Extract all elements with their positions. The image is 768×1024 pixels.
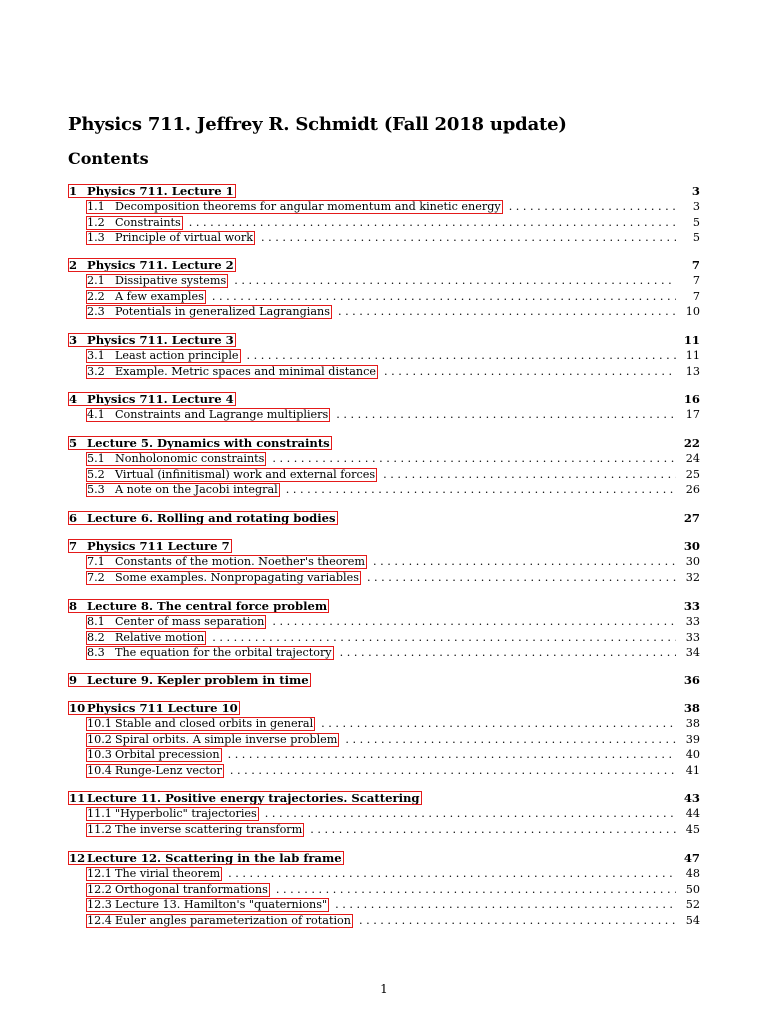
- toc-link[interactable]: [86, 823, 304, 837]
- dot-leader: [265, 806, 676, 822]
- section-title: Lecture 6. Rolling and rotating bodies: [87, 511, 336, 525]
- dot-leader: [310, 822, 676, 838]
- subsection-number: 5.1: [87, 452, 105, 465]
- dot-leader: [228, 866, 676, 882]
- dot-leader: [234, 273, 676, 289]
- page-ref: 34: [685, 646, 700, 659]
- subsection-title: The inverse scattering transform: [115, 822, 303, 836]
- dot-leader: [276, 882, 676, 898]
- toc-link[interactable]: [86, 867, 222, 881]
- page-ref: 30: [683, 539, 700, 553]
- toc-link[interactable]: [86, 646, 334, 660]
- toc-link[interactable]: [86, 733, 339, 747]
- subsection-number: 10.4: [87, 763, 112, 777]
- toc-subsection-8-1: [68, 614, 700, 630]
- subsection-title: Constants of the motion. Noether's theorem: [115, 555, 366, 568]
- toc-subsection-1-3: [68, 230, 700, 246]
- toc-link[interactable]: [86, 200, 503, 214]
- page-ref: 24: [685, 452, 700, 465]
- dot-leader: [359, 913, 676, 929]
- subsection-title: Dissipative systems: [115, 274, 227, 287]
- dot-leader: [212, 630, 676, 646]
- page-ref: 11: [685, 349, 700, 362]
- page-ref: 17: [685, 408, 700, 421]
- page-ref: 38: [685, 717, 700, 730]
- toc-link[interactable]: [68, 392, 236, 406]
- toc-link[interactable]: [86, 555, 367, 569]
- subsection-title: Orthogonal tranformations: [115, 882, 268, 896]
- toc-subsection-8-3: [68, 645, 700, 661]
- subsection-title: Relative motion: [115, 630, 205, 644]
- subsection-number: 8.2: [87, 630, 105, 644]
- toc-subsection-5-1: [68, 451, 700, 467]
- page-ref: 54: [685, 913, 700, 927]
- subsection-title: Principle of virtual work: [115, 231, 254, 244]
- toc-link[interactable]: [86, 807, 259, 821]
- toc-section-9: [68, 672, 700, 688]
- toc-subsection-12-2: [68, 882, 700, 898]
- subsection-number: 12.4: [87, 913, 112, 927]
- subsection-number: 5.3: [87, 483, 105, 496]
- toc-link[interactable]: [86, 615, 266, 629]
- page-ref: 52: [685, 898, 700, 911]
- page-ref: 30: [685, 555, 700, 568]
- page-ref: 25: [685, 467, 700, 481]
- page-ref: 36: [683, 673, 700, 687]
- toc-subsection-10-2: [68, 732, 700, 748]
- toc-subsection-12-1: [68, 866, 700, 882]
- toc-section-3: [68, 332, 700, 348]
- subsection-title: A note on the Jacobi integral: [115, 483, 278, 496]
- section-number: 2: [69, 258, 78, 272]
- toc-link[interactable]: [68, 258, 236, 272]
- dot-leader: [272, 614, 676, 630]
- toc-section-2: [68, 257, 700, 273]
- subsection-title: Lecture 13. Hamilton's "quaternions": [115, 898, 328, 911]
- subsection-number: 5.2: [87, 467, 105, 481]
- toc-link[interactable]: [86, 452, 266, 466]
- subsection-number: 2.1: [87, 274, 105, 287]
- dot-leader: [212, 289, 676, 305]
- section-title: Physics 711. Lecture 4: [87, 392, 234, 406]
- section-number: 1: [69, 184, 78, 198]
- page-ref: 5: [692, 215, 700, 229]
- page-ref: 50: [685, 882, 700, 896]
- toc-link[interactable]: [86, 365, 378, 379]
- dot-leader: [272, 451, 676, 467]
- section-number: 3: [69, 333, 78, 347]
- subsection-title: Spiral orbits. A simple inverse problem: [115, 732, 338, 746]
- toc-subsection-10-4: [68, 763, 700, 779]
- toc-section-12: [68, 850, 700, 866]
- section-title: Physics 711. Lecture 3: [87, 333, 234, 347]
- dot-leader: [336, 407, 676, 423]
- toc-subsection-10-1: [68, 716, 700, 732]
- toc-section-10: [68, 700, 700, 716]
- subsection-number: 2.2: [87, 289, 105, 303]
- toc-link[interactable]: [86, 631, 206, 645]
- subsection-title: Potentials in generalized Lagrangians: [115, 305, 330, 318]
- toc-link[interactable]: [68, 511, 338, 525]
- page-ref: 33: [685, 630, 700, 644]
- subsection-title: Some examples. Nonpropagating variables: [115, 570, 359, 584]
- dot-leader: [338, 304, 676, 320]
- subsection-title: Nonholonomic constraints: [115, 452, 265, 465]
- page-number: 1: [380, 982, 388, 996]
- toc-subsection-5-2: [68, 467, 700, 483]
- toc-subsection-2-1: [68, 273, 700, 289]
- subsection-number: 12.3: [87, 898, 112, 911]
- toc-link[interactable]: [68, 599, 329, 613]
- page-ref: 39: [685, 732, 700, 746]
- dot-leader: [189, 215, 676, 231]
- page-ref: 7: [691, 258, 700, 272]
- subsection-title: The equation for the orbital trajectory: [115, 646, 332, 659]
- toc-link[interactable]: [86, 216, 183, 230]
- page-ref: 33: [683, 599, 700, 613]
- toc-link[interactable]: [86, 274, 228, 288]
- subsection-title: "Hyperbolic" trajectories: [115, 807, 257, 820]
- subsection-title: Decomposition theorems for angular momentum and kinetic energy: [115, 200, 501, 213]
- page-ref: 41: [685, 763, 700, 777]
- toc-link[interactable]: [68, 539, 232, 553]
- section-number: 5: [69, 436, 78, 450]
- section-title: Lecture 5. Dynamics with constraints: [87, 436, 330, 450]
- toc-link[interactable]: [68, 701, 240, 715]
- page-ref: 16: [683, 392, 700, 406]
- toc-subsection-4-1: [68, 407, 700, 423]
- toc-link[interactable]: [68, 333, 236, 347]
- dot-leader: [367, 570, 676, 586]
- section-number: 12: [69, 851, 86, 865]
- toc-link[interactable]: [86, 717, 315, 731]
- subsection-number: 2.3: [87, 305, 105, 318]
- page-ref: 5: [692, 231, 700, 244]
- page-ref: 3: [692, 200, 700, 213]
- subsection-number: 7.1: [87, 555, 105, 568]
- subsection-number: 1.3: [87, 231, 105, 244]
- subsection-title: Stable and closed orbits in general: [115, 717, 314, 730]
- toc-link[interactable]: [86, 898, 329, 912]
- section-title: Physics 711. Lecture 1: [87, 184, 234, 198]
- dot-leader: [321, 716, 676, 732]
- toc-subsection-3-1: [68, 348, 700, 364]
- toc-section-6: [68, 510, 700, 526]
- toc-link[interactable]: [68, 851, 344, 865]
- dot-leader: [228, 747, 676, 763]
- subsection-title: A few examples: [115, 289, 204, 303]
- section-number: 10: [69, 701, 86, 715]
- subsection-number: 8.1: [87, 615, 105, 628]
- toc-subsection-1-1: [68, 199, 700, 215]
- section-title: Lecture 11. Positive energy trajectories. Scattering: [87, 791, 420, 805]
- dot-leader: [373, 554, 676, 570]
- toc-link[interactable]: [86, 290, 206, 304]
- section-title: Lecture 9. Kepler problem in time: [87, 673, 309, 687]
- toc-subsection-10-3: [68, 747, 700, 763]
- toc-link[interactable]: [68, 791, 422, 805]
- toc-subsection-11-2: [68, 822, 700, 838]
- subsection-number: 10.2: [87, 732, 112, 746]
- toc-subsection-3-2: [68, 364, 700, 380]
- dot-leader: [247, 348, 676, 364]
- subsection-title: Least action principle: [115, 349, 239, 362]
- subsection-number: 10.3: [87, 748, 112, 761]
- toc-link[interactable]: [86, 748, 222, 762]
- document-title: Physics 711. Jeffrey R. Schmidt (Fall 2018 update): [68, 114, 567, 135]
- toc-subsection-12-3: [68, 897, 700, 913]
- subsection-number: 3.1: [87, 349, 105, 362]
- toc-link[interactable]: [86, 764, 224, 778]
- subsection-title: Example. Metric spaces and minimal distance: [115, 364, 377, 378]
- subsection-title: Constraints: [115, 215, 181, 229]
- toc-section-11: [68, 790, 700, 806]
- section-number: 6: [69, 511, 78, 525]
- toc-subsection-8-2: [68, 630, 700, 646]
- toc-section-4: [68, 391, 700, 407]
- subsection-number: 12.1: [87, 867, 112, 880]
- page-ref: 47: [683, 851, 700, 865]
- page-ref: 3: [691, 184, 700, 198]
- subsection-number: 10.1: [87, 717, 112, 730]
- dot-leader: [286, 482, 676, 498]
- toc-section-7: [68, 538, 700, 554]
- page-ref: 32: [685, 570, 700, 584]
- section-title: Physics 711 Lecture 10: [87, 701, 238, 715]
- page-ref: 26: [685, 483, 700, 496]
- page-ref: 38: [683, 701, 700, 715]
- dot-leader: [340, 645, 676, 661]
- subsection-title: Euler angles parameterization of rotation: [115, 913, 351, 927]
- toc-section-5: [68, 435, 700, 451]
- subsection-number: 1.2: [87, 215, 105, 229]
- toc-link[interactable]: [86, 483, 280, 497]
- page-ref: 7: [692, 289, 700, 303]
- page-ref: 11: [683, 333, 700, 347]
- toc-subsection-7-2: [68, 570, 700, 586]
- contents-heading: Contents: [68, 149, 149, 168]
- toc-link[interactable]: [68, 673, 311, 687]
- toc-subsection-5-3: [68, 482, 700, 498]
- section-number: 11: [69, 791, 86, 805]
- subsection-title: Constraints and Lagrange multipliers: [115, 408, 329, 421]
- toc-link[interactable]: [86, 571, 361, 585]
- page-ref: 44: [685, 807, 700, 820]
- section-title: Physics 711. Lecture 2: [87, 258, 234, 272]
- subsection-number: 4.1: [87, 408, 105, 421]
- subsection-number: 3.2: [87, 364, 105, 378]
- subsection-title: The virial theorem: [115, 867, 221, 880]
- subsection-number: 8.3: [87, 646, 105, 659]
- dot-leader: [335, 897, 676, 913]
- section-number: 9: [69, 673, 78, 687]
- dot-leader: [509, 199, 676, 215]
- toc-link[interactable]: [86, 408, 330, 422]
- section-title: Lecture 12. Scattering in the lab frame: [87, 851, 342, 865]
- section-title: Physics 711 Lecture 7: [87, 539, 230, 553]
- toc-section-8: [68, 598, 700, 614]
- toc-subsection-1-2: [68, 215, 700, 231]
- toc-link[interactable]: [86, 914, 353, 928]
- toc-link[interactable]: [86, 349, 241, 363]
- toc-link[interactable]: [68, 436, 332, 450]
- page-ref: 27: [683, 511, 700, 525]
- toc-section-1: [68, 183, 700, 199]
- section-number: 4: [69, 392, 78, 406]
- toc-link[interactable]: [86, 231, 255, 245]
- subsection-number: 1.1: [87, 200, 105, 213]
- subsection-title: Center of mass separation: [115, 615, 265, 628]
- dot-leader: [345, 732, 676, 748]
- subsection-title: Runge-Lenz vector: [115, 763, 222, 777]
- subsection-number: 7.2: [87, 570, 105, 584]
- dot-leader: [230, 763, 676, 779]
- page-ref: 7: [692, 274, 700, 287]
- page-ref: 48: [685, 867, 700, 880]
- subsection-number: 12.2: [87, 882, 112, 896]
- toc-subsection-7-1: [68, 554, 700, 570]
- page-ref: 10: [685, 305, 700, 318]
- toc-link[interactable]: [86, 883, 270, 897]
- subsection-number: 11.1: [87, 807, 112, 820]
- dot-leader: [261, 230, 676, 246]
- subsection-number: 11.2: [87, 822, 112, 836]
- toc-link[interactable]: [68, 184, 236, 198]
- toc-subsection-2-3: [68, 304, 700, 320]
- subsection-title: Virtual (infinitismal) work and external forces: [115, 467, 376, 481]
- toc-link[interactable]: [86, 468, 377, 482]
- toc-subsection-12-4: [68, 913, 700, 929]
- toc-subsection-11-1: [68, 806, 700, 822]
- page-ref: 43: [683, 791, 700, 805]
- page-ref: 40: [685, 748, 700, 761]
- dot-leader: [383, 467, 676, 483]
- subsection-title: Orbital precession: [115, 748, 220, 761]
- toc-subsection-2-2: [68, 289, 700, 305]
- dot-leader: [384, 364, 676, 380]
- section-number: 8: [69, 599, 78, 613]
- section-number: 7: [69, 539, 78, 553]
- page-ref: 33: [685, 615, 700, 628]
- toc-link[interactable]: [86, 305, 332, 319]
- section-title: Lecture 8. The central force problem: [87, 599, 328, 613]
- page-ref: 13: [685, 364, 700, 378]
- page-ref: 22: [683, 436, 700, 450]
- page-ref: 45: [685, 822, 700, 836]
